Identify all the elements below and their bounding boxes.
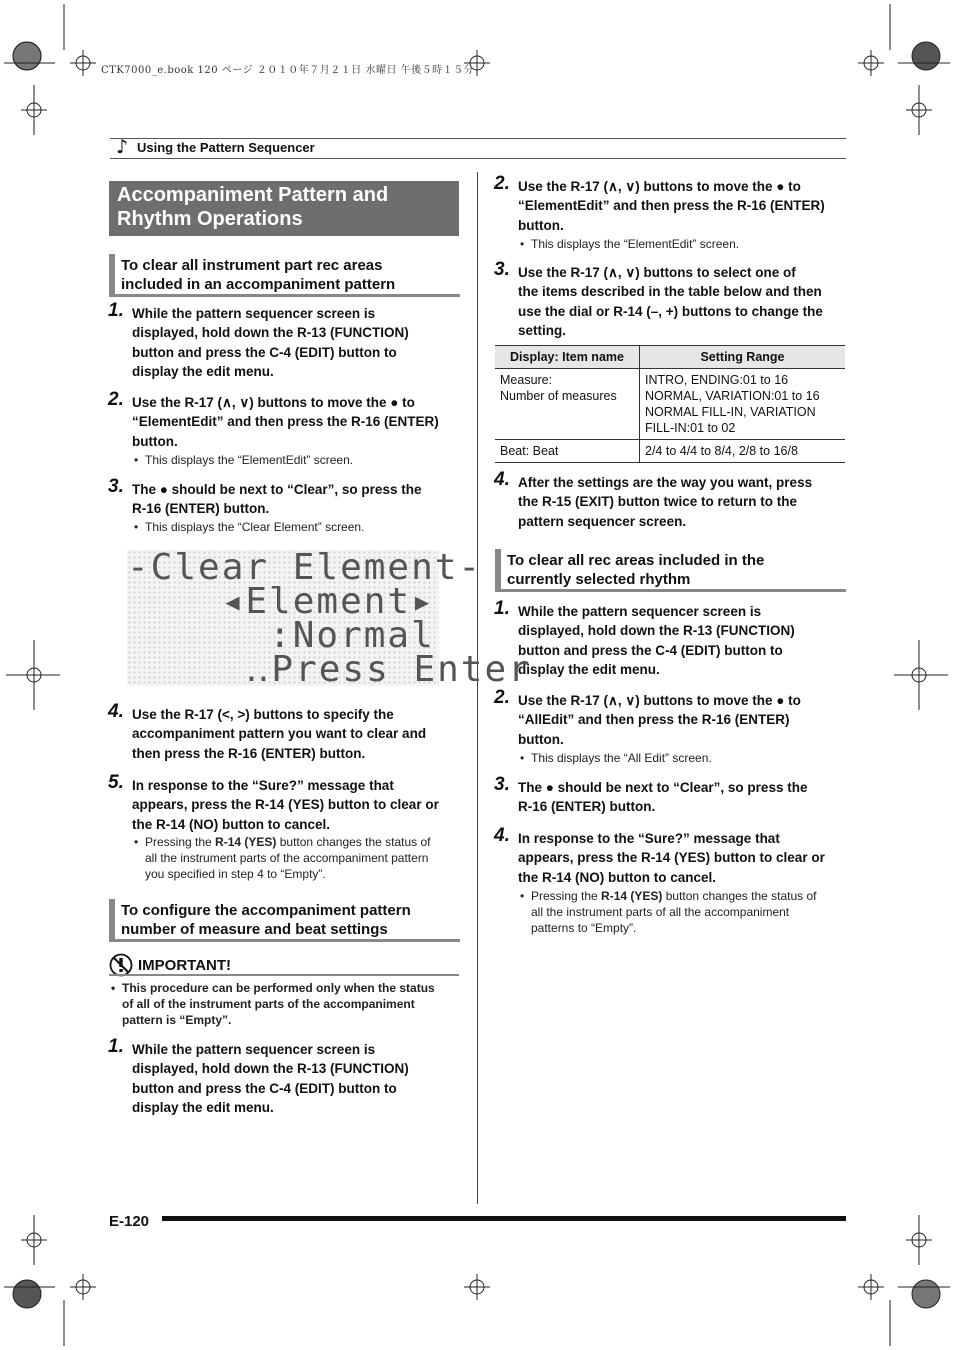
lcd-line-3: :Normal [127,615,435,656]
step-r3: 3. Use the R-17 (∧, ∨) buttons to select one of the items described in the table below and then use the dial or R-14 (–, +) buttons to change the setting. [494,259,823,338]
important-note: • This procedure can be performed only when the status of all of the instrument parts of the accompaniment pattern is “Empty”. [111,981,435,1027]
settings-table [495,345,845,463]
step-r2: 2. Use the R-17 (∧, ∨) buttons to move the ● to “ElementEdit” and then press the R-16 (ENTER) button. [494,173,825,233]
bullet-elementedit-screen: • This displays the “ElementEdit” screen. [134,453,354,467]
crosshair-top-right [858,50,884,76]
table-header-range: Setting Range [640,346,846,369]
header-rule [110,138,846,139]
crosshair-bottom-right [858,1274,884,1300]
starburst-top-left [13,42,41,70]
lcd-screen-clear-element [127,547,532,690]
bullet-clear-element-screen: • This displays the “Clear Element” screen. [134,520,365,534]
important-label: IMPORTANT! [138,957,232,974]
table-header-item: Display: Item name [495,346,640,369]
table-row: Beat: Beat 2/4 to 4/4 to 8/4, 2/8 to 16/8 [495,440,845,463]
header-rule-bottom [110,158,846,159]
bullet-r-elementedit: • This displays the “ElementEdit” screen. [520,237,740,251]
bullet-last-pressing-yes: • Pressing the R-14 (YES) button changes the status of all the instrument parts of all the accompaniment patterns to “Empty”. [520,889,817,935]
important-rule [109,974,459,976]
starburst-bottom-left [13,1280,41,1308]
step-c2: 2. Use the R-17 (∧, ∨) buttons to move the ● to “AllEdit” and then press the R-16 (ENTER) button. [494,687,801,747]
page-number: E-120 [109,1213,150,1230]
step-b1: 1. While the pattern sequencer screen is displayed, hold down the R-13 (FUNCTION) button and press the C-4 (EDIT) button to display the edit menu. [108,1036,409,1115]
crosshair-bottom-left [70,1274,96,1300]
section-title: Accompaniment Pattern and Rhythm Operations [109,181,459,236]
bullet-alledit-screen: • This displays the “All Edit” screen. [520,751,712,765]
crosshair-top-left [70,50,96,76]
table-row: Measure: Number of measures INTRO, ENDING:01 to 16 NORMAL, VARIATION:01 to 16 NORMAL FILL-IN, VARIATION FILL-IN:01 to 02 [495,369,845,440]
crosshair-bottom-mid [464,1274,490,1300]
lcd-line-2: ◂Element▸ [127,581,435,622]
bullet-pressing-yes: • Pressing the R-14 (YES) button changes the status of all the instrument parts of the accompaniment pattern you specified in step 4 to “Empty”. [134,835,431,881]
step-c1: 1. While the pattern sequencer screen is displayed, hold down the R-13 (FUNCTION) button and press the C-4 (EDIT) button to display the edit menu. [494,598,795,677]
step-c3: 3. The ● should be next to “Clear”, so press the R-16 (ENTER) button. [494,774,808,815]
subhead-configure-measure-beat: To configure the accompaniment pattern number of measure and beat settings [109,899,460,942]
step-3: 3. The ● should be next to “Clear”, so press the R-16 (ENTER) button. [108,476,422,517]
subhead-clear-instrument-parts: To clear all instrument part rec areas included in an accompaniment pattern [109,254,460,297]
step-4: 4. Use the R-17 (<, >) buttons to specify the accompaniment pattern you want to clear and then press the R-16 (ENTER) button. [108,701,427,761]
starburst-bottom-right [912,1280,940,1308]
step-r4: 4. After the settings are the way you want, press the R-15 (EXIT) button twice to return to the pattern sequencer screen. [494,469,813,529]
print-info: CTK7000_e.book 120 ページ ２０１０年７月２１日 水曜日 午後５時１５分 [101,65,475,76]
step-2: 2. Use the R-17 (∧, ∨) buttons to move the ● to “ElementEdit” and then press the R-16 (ENTER) button. [108,389,439,449]
footer-rule [162,1216,846,1221]
running-header-title: Using the Pattern Sequencer [137,140,315,155]
lcd-line-4: ‥Press Enter [127,649,532,690]
music-note-icon: ♪ [116,136,129,158]
lcd-line-1: -Clear Element- [127,547,483,588]
starburst-top-right [912,42,940,70]
step-c4: 4. In response to the “Sure?” message that appears, press the R-14 (YES) button to clear or the R-14 (NO) button to cancel. [494,825,825,885]
subhead-clear-rhythm: To clear all rec areas included in the currently selected rhythm [495,549,846,592]
step-5: 5. In response to the “Sure?” message that appears, press the R-14 (YES) button to clear or the R-14 (NO) button to cancel. [108,772,439,832]
step-1: 1. While the pattern sequencer screen is displayed, hold down the R-13 (FUNCTION) button and press the C-4 (EDIT) button to display the edit menu. [108,300,409,379]
